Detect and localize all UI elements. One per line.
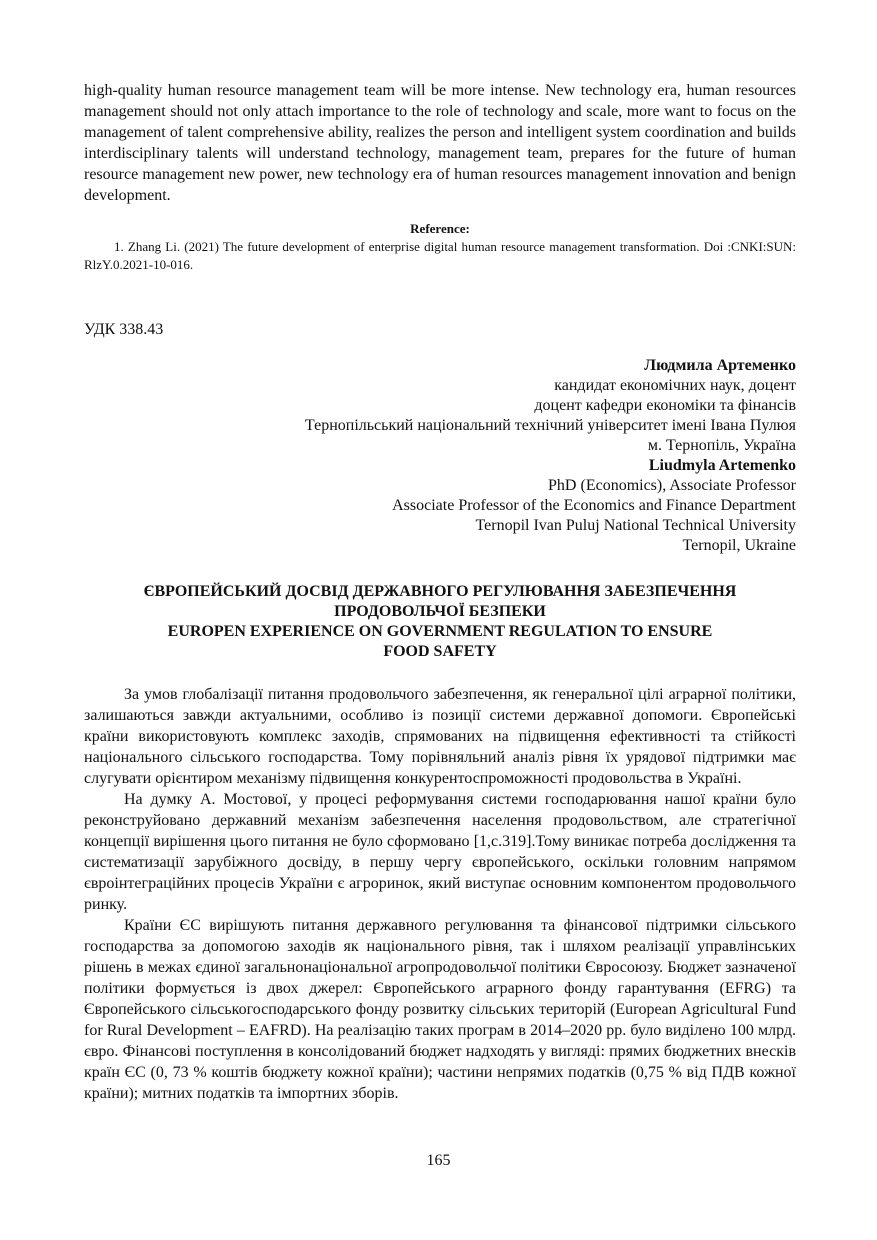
reference-item: 1. Zhang Li. (2021) The future development of enterprise digital human resource management transformation. Doi :CNKI:SUN: RlzY.0.2021-10-016. bbox=[84, 239, 796, 272]
article-title bbox=[84, 582, 796, 662]
reference-section bbox=[84, 220, 796, 274]
title-ua-line-2: ПРОДОВОЛЬЧОЇ БЕЗПЕКИ bbox=[334, 603, 546, 620]
author-ua-city: м. Тернопіль, Україна bbox=[647, 437, 796, 454]
title-en-line-2: FOOD SAFETY bbox=[383, 643, 497, 660]
intro-paragraph: high-quality human resource management team will be more intense. New technology era, human resources management should not only attach importance to the role of technology and scale, more want to focus on the management of talent comprehensive ability, realizes the person and intelligent system coordination and builds interdisciplinary talents will understand technology, management team, prepares for the future of human resource management new power, new technology era of human resources management innovation and benign development. bbox=[84, 82, 796, 204]
author-en-university: Ternopil Ivan Puluj National Technical University bbox=[475, 517, 796, 534]
author-name-en: Liudmyla Artemenko bbox=[648, 457, 796, 474]
author-ua-degree: кандидат економічних наук, доцент bbox=[554, 377, 796, 394]
author-en-degree: PhD (Economics), Associate Professor bbox=[548, 477, 796, 494]
body-paragraph-1: За умов глобалізації питання продовольчого забезпечення, як генеральної цілі аграрної політики, залишаються завжди актуальними, особливо із позиції системи державної допомоги. Європейські країни використовують комплекс заходів, спрямованих на підвищення ефективності та стійкості національного сільського господарства. Тому порівняльний аналіз рівня їх урядової підтримки має слугувати орієнтиром механізму підвищення конкурентоспроможності продовольства в Україні. bbox=[84, 686, 796, 787]
author-ua-position: доцент кафедри економіки та фінансів bbox=[534, 397, 796, 414]
title-ua-line-1: ЄВРОПЕЙСЬКИЙ ДОСВІД ДЕРЖАВНОГО РЕГУЛЮВАННЯ ЗАБЕЗПЕЧЕННЯ bbox=[143, 583, 737, 600]
author-block bbox=[84, 356, 796, 556]
body-paragraph-2: На думку А. Мостової, у процесі реформування системи господарювання нашої країни було реконструйовано державний механізм забезпечення населення продовольством, але стратегічної концепції вирішення цього питання не було сформовано [1,с.319].Тому виникає потреба дослідження та систематизації зарубіжного досвіду, в першу чергу європейського, оскільки головним напрямом євроінтеграційних процесів України є агроринок, який виступає основним компонентом продовольчого ринку. bbox=[84, 791, 796, 913]
author-en-position: Associate Professor of the Economics and Finance Department bbox=[392, 497, 796, 514]
title-en-line-1: EUROPEN EXPERIENCE ON GOVERNMENT REGULATION TO ENSURE bbox=[167, 623, 713, 640]
reference-heading: Reference: bbox=[410, 221, 470, 236]
body-paragraph-3: Країни ЄС вирішують питання державного регулювання та фінансової підтримки сільського господарства за допомогою заходів як національного рівня, так і шляхом реалізації управлінських рішень в межах єдиної загальнонаціональної агропродовольчої політики Євросоюзу. Бюджет зазначеної політики формується із двох джерел: Європейського аграрного фонду гарантування (EFRG) та Європейського сільськогосподарського фонду розвитку сільських територій (European Agricultural Fund for Rural Development – EAFRD). На реалізацію таких програм в 2014–2020 рр. було виділено 100 млрд. євро. Фінансові поступлення в консолідований бюджет надходять у вигляді: прямих бюджетних внесків країн ЄС (0, 73 % коштів бюджету кожної країни); частини непрямих податків (0,75 % від ПДВ кожної країни); митних податків та імпортних зборів. bbox=[84, 917, 796, 1102]
author-ua-university: Тернопільський національний технічний університет імені Івана Пулюя bbox=[304, 417, 796, 434]
author-en-city: Ternopil, Ukraine bbox=[682, 537, 796, 554]
udk-code: УДК 338.43 bbox=[84, 321, 164, 338]
author-name-ua: Людмила Артеменко bbox=[644, 357, 796, 374]
page-number: 165 bbox=[426, 1152, 451, 1169]
page-content bbox=[84, 80, 796, 1104]
article-body bbox=[84, 684, 796, 1104]
